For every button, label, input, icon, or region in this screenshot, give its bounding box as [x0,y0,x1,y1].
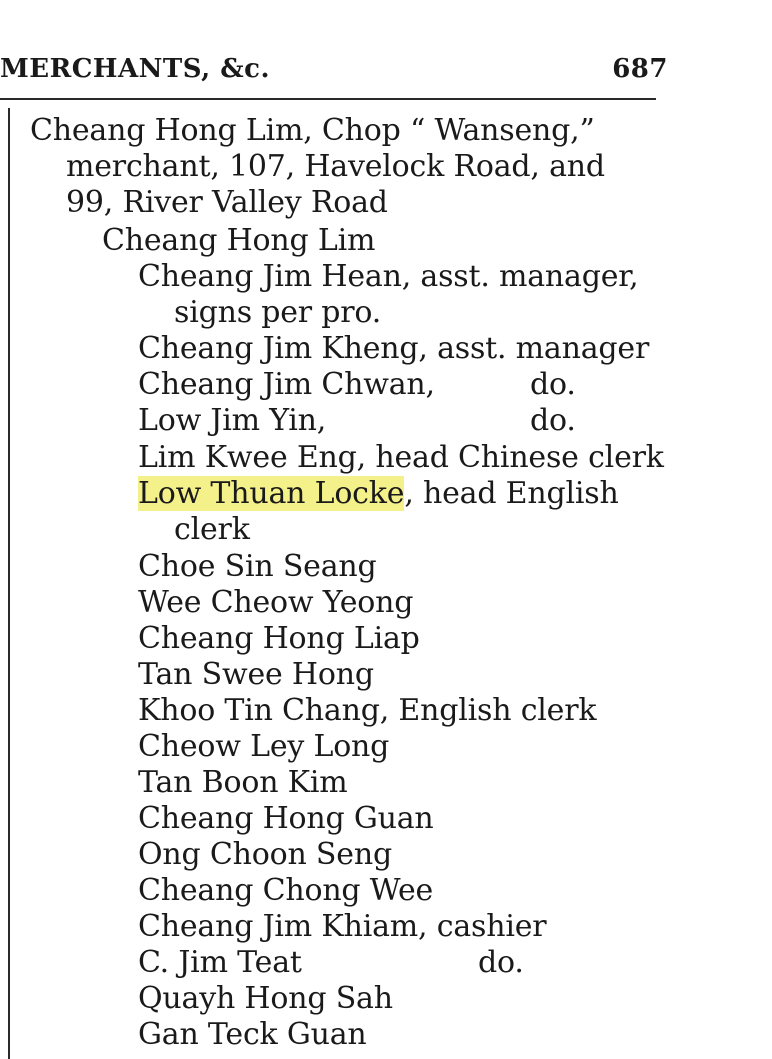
staff-name: Cheang Jim Kheng [138,331,419,366]
header-rule [0,98,656,100]
staff-entry [138,585,413,621]
firm-line-3: 99, River Valley Road [66,185,388,220]
staff-name: Wee Cheow Yeong [138,585,414,620]
staff-name: Gan Teck Guan [138,1017,367,1052]
staff-entry [174,512,250,548]
firm-line-2: merchant, 107, Havelock Road, and [66,149,605,184]
staff-role: , asst. manager, [401,259,639,294]
staff-name: Choe Sin Seang [138,549,377,584]
staff-entry [138,909,546,945]
staff-entry [138,657,374,693]
staff-name: Quayh Hong Sah [138,981,393,1016]
staff-entry [138,729,389,765]
page-number: 687 [612,54,668,84]
staff-entry [138,945,578,981]
staff-name: Cheang Jim Khiam [138,909,419,944]
staff-entry [138,331,649,367]
staff-name: Cheang Hong Guan [138,801,434,836]
firm-principal: Cheang Hong Lim [102,223,376,258]
staff-role: , asst. manager [418,331,650,366]
staff-entry [174,295,381,331]
highlighted-name: Low Thuan Locke [138,476,405,511]
staff-entry [138,1017,367,1053]
staff-entry [138,873,433,909]
staff-role: , head Chinese clerk [356,440,664,475]
staff-name: Cheow Ley Long [138,729,390,764]
staff-entry [138,765,348,801]
staff-entry [138,837,392,873]
staff-name: Lim Kwee Eng [138,440,357,475]
staff-name: Cheang Jim Chwan, [138,367,435,402]
staff-name: C. Jim Teat [138,945,302,980]
staff-name: Cheang Hong Liap [138,621,420,656]
staff-entry [138,367,578,403]
staff-role: , head English [404,476,619,511]
staff-name: Cheang Chong Wee [138,873,434,908]
firm-line-1: Cheang Hong Lim, Chop “ Wanseng,” [30,113,595,148]
staff-role: , cashier [418,909,547,944]
staff-name: Low Jim Yin, [138,403,327,438]
staff-name: Tan Swee Hong [138,657,374,692]
column-rule [8,108,10,1059]
section-title: MERCHANTS, &c. [0,54,271,84]
staff-entry [138,621,420,657]
ditto-mark: do. [530,403,576,438]
staff-name: signs per pro. [174,295,382,330]
staff-entry [138,476,619,512]
staff-entry [138,259,638,295]
ditto-mark: do. [478,945,524,980]
staff-name: Khoo Tin Chang [138,693,380,728]
staff-name: Tan Boon Kim [138,765,348,800]
staff-entry [138,801,434,837]
staff-name: Ong Choon Seng [138,837,392,872]
running-head [0,54,668,90]
staff-name: clerk [174,512,250,547]
staff-entry [138,403,578,439]
staff-entry [138,693,596,729]
staff-entry [138,440,664,476]
ditto-mark: do. [530,367,576,402]
staff-entry [138,981,393,1017]
staff-entry [138,549,377,585]
staff-role: , English clerk [379,693,597,728]
staff-name: Cheang Jim Hean [138,259,402,294]
